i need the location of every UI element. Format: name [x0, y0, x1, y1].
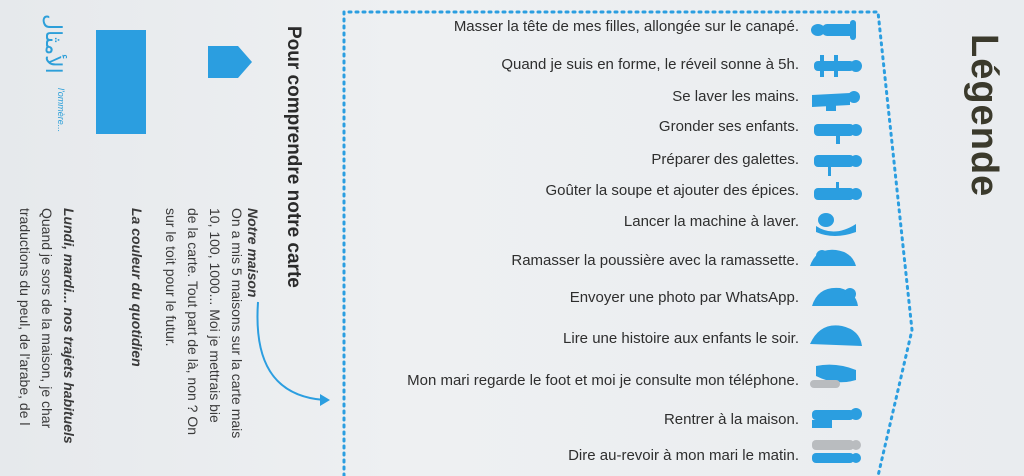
person-waking-icon: [806, 52, 864, 80]
maison-line-1: On a mis 5 maisons sur la carte mais: [229, 208, 245, 439]
couleur-heading: La couleur du quotidien: [129, 208, 145, 367]
legend-item-12: Rentrer à la maison.: [663, 411, 799, 428]
person-washing-icon: [806, 85, 864, 113]
maison-line-4: sur le toit pour le futur.: [163, 208, 179, 347]
legend-item-13: Dire au-revoir à mon mari le matin.: [568, 447, 799, 464]
legend-item-9: Envoyer une photo par WhatsApp.: [569, 289, 799, 306]
couple-sitting-icon: [806, 362, 864, 390]
person-laundry-icon: [806, 210, 864, 238]
legend-item-7: Lancer la machine à laver.: [623, 213, 799, 230]
legend-list: [279, 0, 799, 476]
trajets-heading: Lundi, mardi... nos trajets habituels: [61, 208, 77, 444]
legend-item-6: Goûter la soupe et ajouter des épices.: [545, 182, 799, 199]
person-lying-icon: [806, 16, 864, 44]
person-sweeping-icon: [806, 246, 864, 274]
logo-subtitle: l'ommère...: [56, 88, 66, 133]
legend-item-2: Quand je suis en forme, le réveil sonne à 5h.: [501, 56, 799, 73]
maison-heading: Notre maison: [245, 208, 261, 298]
legend-title: Légende: [963, 34, 1005, 198]
person-tasting-icon: [806, 180, 864, 208]
maison-line-2: 10, 100, 1000... Moi je mettrais bie: [207, 208, 223, 423]
logo-arabic: الأمثال: [40, 14, 65, 74]
legend-item-11: Mon mari regarde le foot et moi je consulte mon téléphone.: [407, 372, 799, 389]
legend-item-1: Masser la tête de mes filles, allongée sur le canapé.: [453, 18, 799, 35]
legend-item-5: Préparer des galettes.: [651, 151, 799, 168]
trajets-line-2: traductions du peul, de l'arabe, de l: [17, 208, 33, 426]
maison-line-3: de la carte. Tout part de là, non ? On: [185, 208, 201, 436]
legend-item-4: Gronder ses enfants.: [658, 118, 799, 135]
couple-goodbye-icon: [806, 438, 864, 466]
person-reading-icon: [806, 322, 864, 350]
person-scolding-icon: [806, 116, 864, 144]
person-cooking-icon: [806, 148, 864, 176]
legend-item-3: Se laver les mains.: [672, 88, 799, 105]
person-walking-icon: [806, 404, 864, 432]
legend-item-8: Ramasser la poussière avec la ramassette.: [511, 252, 799, 269]
trajets-line-1: Quand je sors de la maison, je char: [39, 208, 55, 429]
legend-item-10: Lire une histoire aux enfants le soir.: [563, 330, 799, 347]
guide-title: Pour comprendre notre carte: [283, 26, 304, 288]
person-phone-icon: [806, 284, 864, 312]
